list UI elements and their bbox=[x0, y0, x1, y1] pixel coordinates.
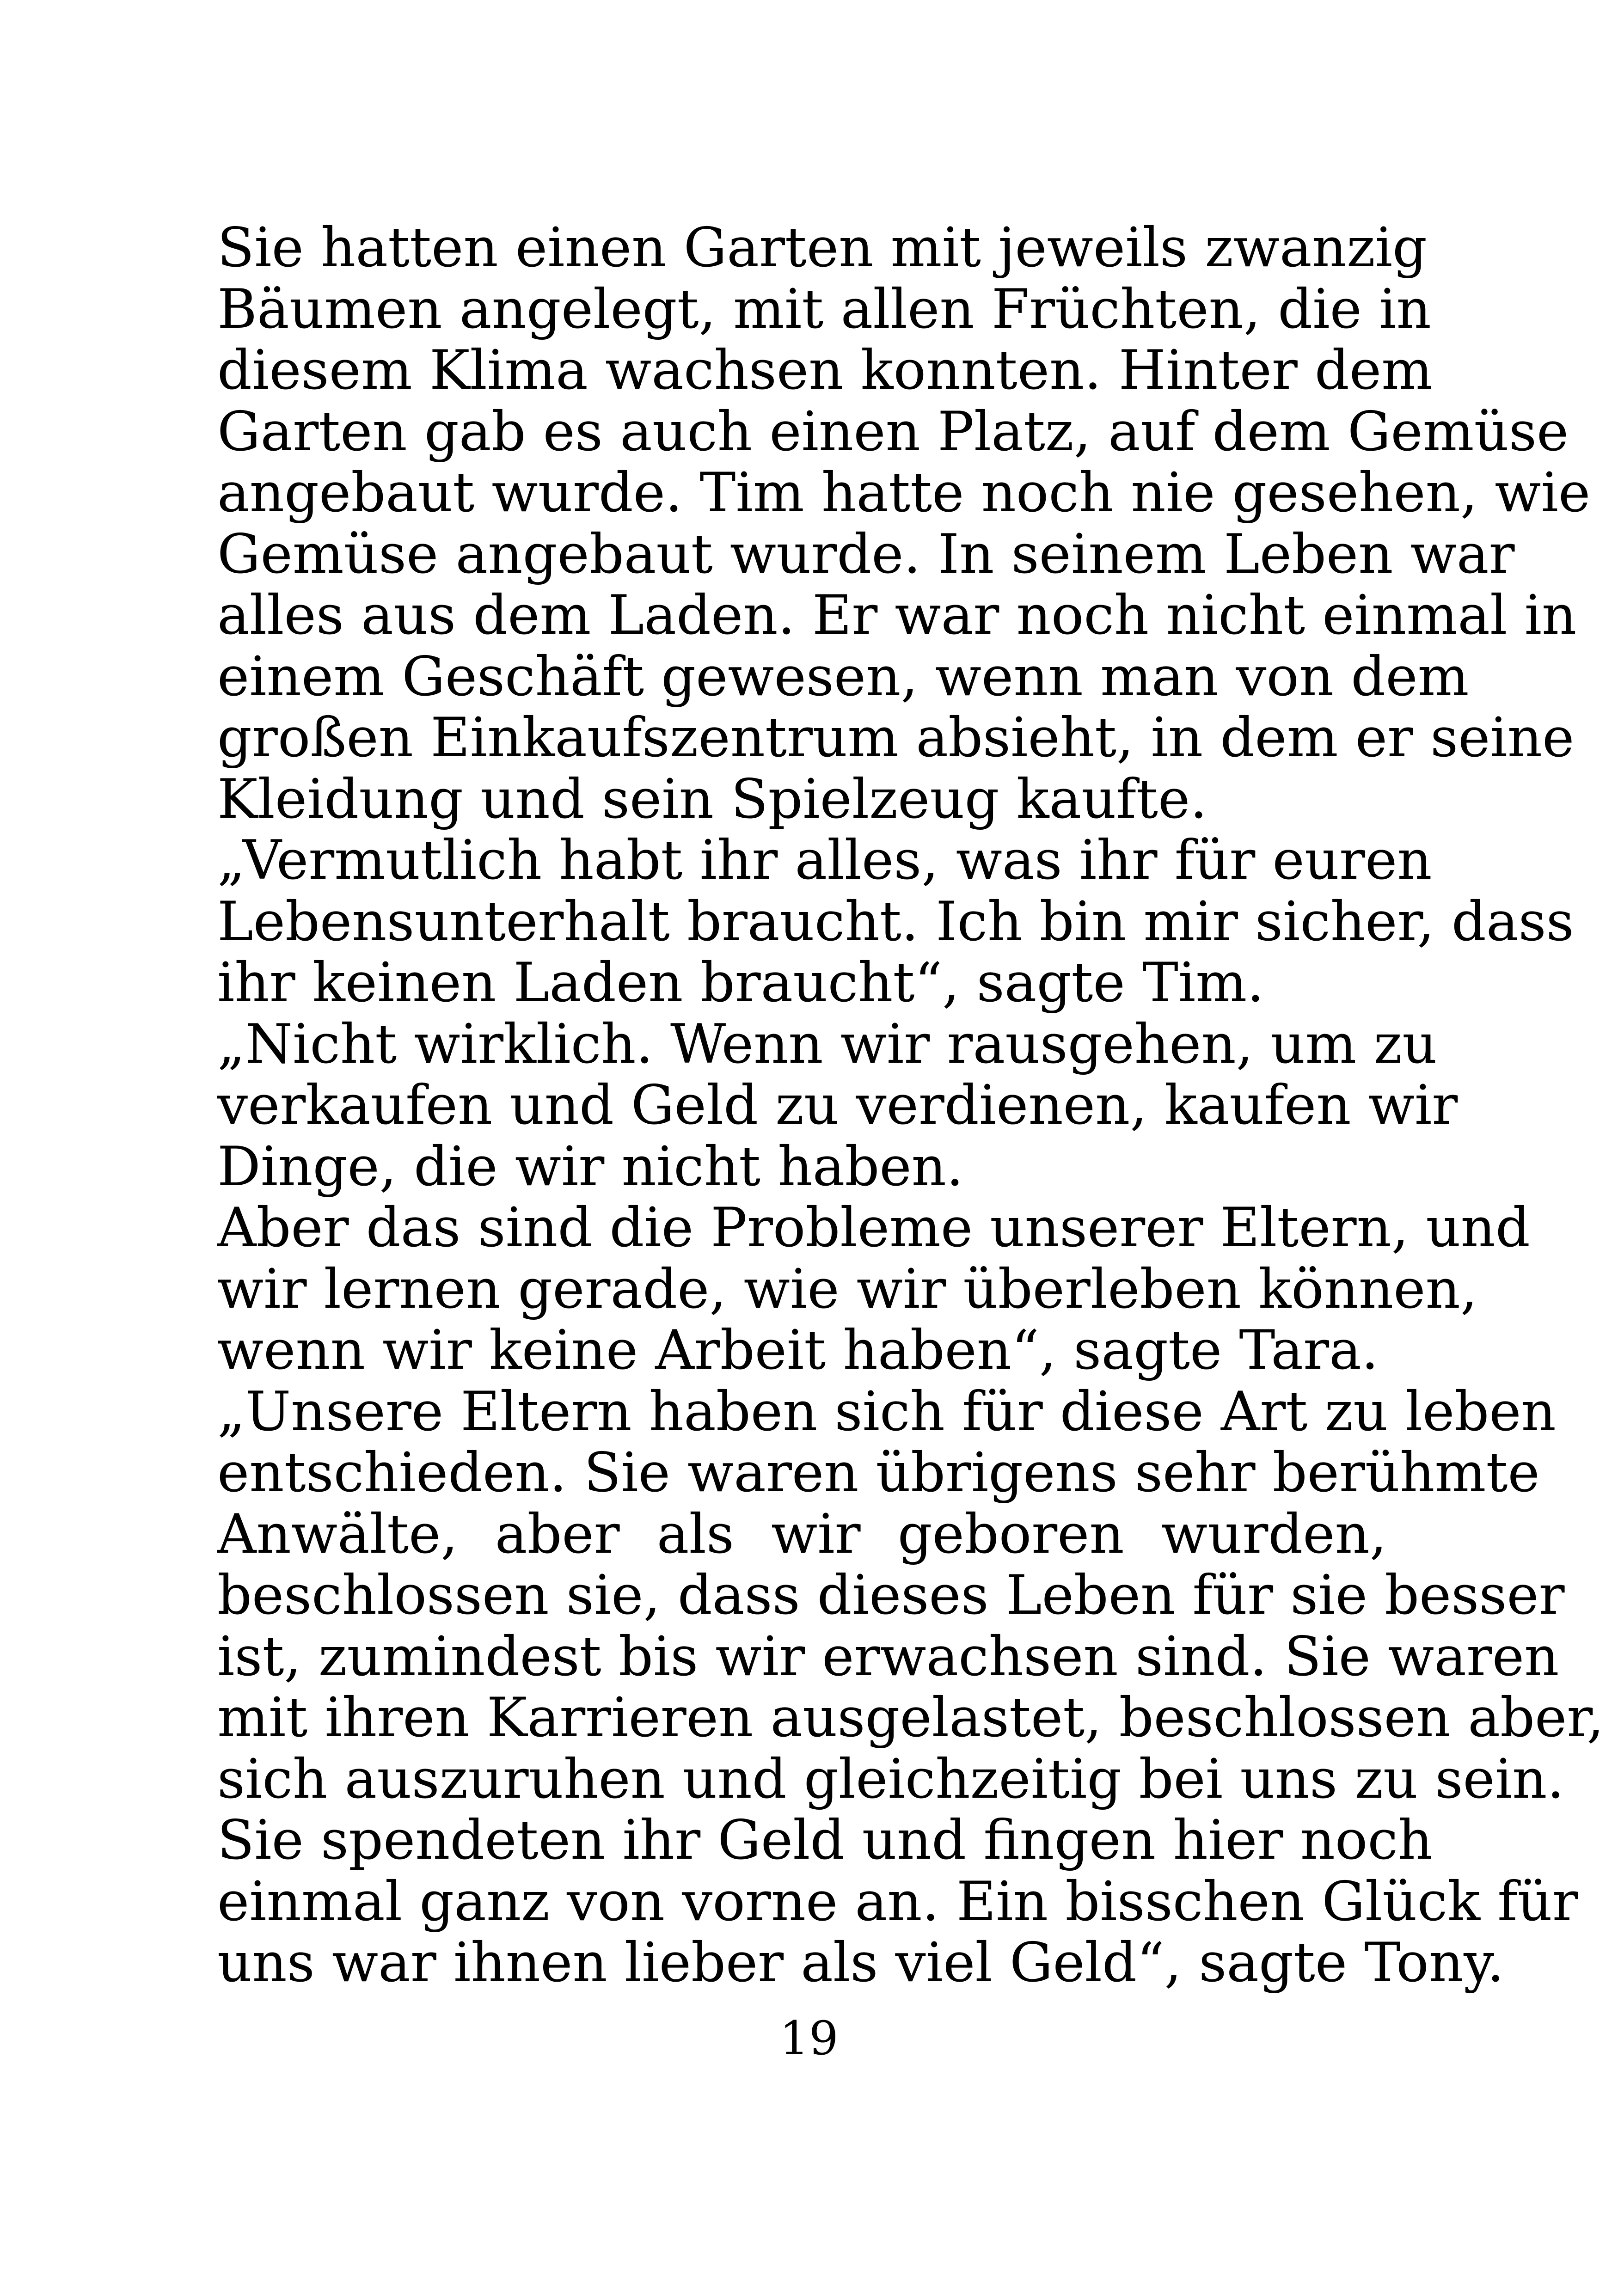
text-line: wir lernen gerade, wie wir überleben können, bbox=[217, 1257, 1478, 1321]
text-line: ihr keinen Laden braucht“, sagte Tim. bbox=[217, 951, 1264, 1014]
text-line: Anwälte, aber als wir geboren wurden, bbox=[217, 1502, 1387, 1566]
text-line: alles aus dem Laden. Er war noch nicht einmal in bbox=[217, 583, 1577, 647]
text-line: Lebensunterhalt braucht. Ich bin mir sicher, dass bbox=[217, 889, 1574, 953]
text-line: Kleidung und sein Spielzeug kaufte. bbox=[217, 767, 1207, 831]
text-line: Aber das sind die Probleme unserer Eltern, und bbox=[217, 1196, 1530, 1259]
text-line: uns war ihnen lieber als viel Geld“, sagte Tony. bbox=[217, 1931, 1504, 1994]
text-line: sich auszuruhen und gleichzeitig bei uns zu sein. bbox=[217, 1747, 1564, 1811]
text-line: Sie spendeten ihr Geld und fingen hier noch bbox=[217, 1808, 1433, 1872]
text-line: „Vermutlich habt ihr alles, was ihr für euren bbox=[217, 828, 1432, 892]
text-line: mit ihren Karrieren ausgelastet, beschlossen aber, bbox=[217, 1686, 1604, 1749]
text-line: ist, zumindest bis wir erwachsen sind. Sie waren bbox=[217, 1624, 1559, 1688]
body-text bbox=[217, 216, 1604, 1994]
text-line: Garten gab es auch einen Platz, auf dem Gemüse bbox=[217, 399, 1569, 463]
text-line: einem Geschäft gewesen, wenn man von dem bbox=[217, 644, 1469, 708]
text-line: verkaufen und Geld zu verdienen, kaufen wir bbox=[217, 1073, 1458, 1137]
text-line: Bäumen angelegt, mit allen Früchten, die in bbox=[217, 277, 1431, 341]
text-line: wenn wir keine Arbeit haben“, sagte Tara. bbox=[217, 1318, 1379, 1382]
text-line: entschieden. Sie waren übrigens sehr berühmte bbox=[217, 1441, 1540, 1504]
text-line: „Unsere Eltern haben sich für diese Art zu leben bbox=[217, 1379, 1556, 1443]
text-line: diesem Klima wachsen konnten. Hinter dem bbox=[217, 338, 1433, 402]
text-line: „Nicht wirklich. Wenn wir rausgehen, um zu bbox=[217, 1012, 1437, 1076]
text-line: Dinge, die wir nicht haben. bbox=[217, 1134, 964, 1198]
text-line: angebaut wurde. Tim hatte noch nie gesehen, wie bbox=[217, 461, 1591, 524]
page-number: 19 bbox=[779, 2011, 839, 2065]
text-line: beschlossen sie, dass dieses Leben für sie besser bbox=[217, 1563, 1565, 1627]
text-line: Gemüse angebaut wurde. In seinem Leben war bbox=[217, 522, 1515, 586]
text-line: einmal ganz von vorne an. Ein bisschen Glück für bbox=[217, 1869, 1578, 1933]
text-line: großen Einkaufszentrum absieht, in dem er seine bbox=[217, 706, 1575, 769]
text-line: Sie hatten einen Garten mit jeweils zwanzig bbox=[217, 216, 1428, 279]
